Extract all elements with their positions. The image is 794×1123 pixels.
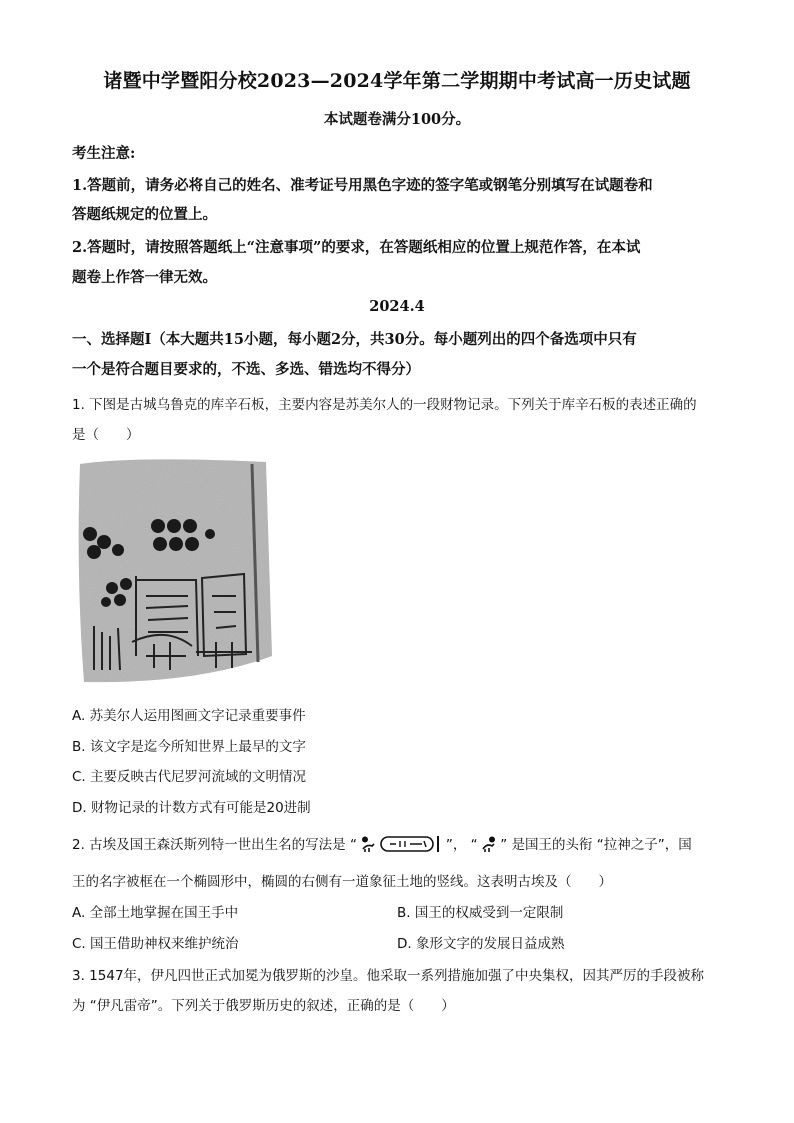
q2-option-c[interactable]: C. 国王借助神权来维护统治 [72,936,239,952]
notice-item-1-line-1: 1.答题前，请务必将自己的姓名、准考证号用黑色字迹的签字笔或钢笔分别填写在试题卷和 [72,177,653,194]
q1-stem-line-2: 是（ ） [72,427,140,443]
sun-goose-hieroglyph-icon [361,836,375,852]
section-1-heading-line-1: 一、选择题Ⅰ（本大题共15小题，每小题2分，共30分。每小题列出的四个备选项中只有 [72,331,637,348]
q1-option-d[interactable]: D. 财物记录的计数方式有可能是20进制 [72,800,311,816]
q1-option-b[interactable]: B. 该文字是迄今所知世界上最早的文字 [72,739,306,755]
q1-stem-line-1: 1. 下图是古城乌鲁克的库辛石板，主要内容是苏美尔人的一段财物记录。下列关于库辛石板的表述正确的 [72,397,697,413]
q2-stem-part-b: ”， “ [445,837,478,853]
q2-stem-line-1 [72,833,722,853]
notice-item-2-line-2: 题卷上作答一律无效。 [72,269,217,286]
score-note: 本试题卷满分100分。 [323,111,471,128]
cartouche-hieroglyph-icon [380,835,442,853]
notice-item-1-line-2: 答题纸规定的位置上。 [72,206,217,223]
exam-title: 诸暨中学暨阳分校2023—2024学年第二学期期中考试高一历史试题 [103,70,691,92]
son-of-ra-hieroglyph-icon [482,836,496,852]
exam-date: 2024.4 [369,298,425,315]
q2-stem-part-a: 2. 古埃及国王森沃斯列特一世出生名的写法是 “ [72,837,357,853]
section-1-heading-line-2: 一个是符合题目要求的，不选、多选、错选均不得分） [72,361,420,378]
q2-option-a[interactable]: A. 全部土地掌握在国王手中 [72,905,239,921]
notice-item-2-line-1: 2.答题时，请按照答题纸上“注意事项”的要求，在答题纸相应的位置上规范作答，在本试 [72,239,641,256]
q2-stem-part-c: ” 是国王的头衔 “拉神之子”，国 [500,837,692,853]
q2-stem-line-2: 王的名字被框在一个椭圆形中，椭圆的右侧有一道象征土地的竖线。这表明古埃及（ ） [72,874,612,890]
q2-option-b[interactable]: B. 国王的权威受到一定限制 [397,905,564,921]
q3-stem-line-1: 3. 1547年，伊凡四世正式加冕为俄罗斯的沙皇。他采取一系列措施加强了中央集权，因其严厉的手段被称 [72,968,705,984]
notice-heading: 考生注意: [72,145,136,162]
q2-option-d[interactable]: D. 象形文字的发展日益成熟 [397,936,565,952]
q1-option-c[interactable]: C. 主要反映古代尼罗河流域的文明情况 [72,769,307,785]
q1-option-a[interactable]: A. 苏美尔人运用图画文字记录重要事件 [72,708,306,724]
q3-stem-line-2: 为 “伊凡雷帝”。下列关于俄罗斯历史的叙述，正确的是（ ） [72,998,455,1014]
clay-tablet-image [76,456,274,686]
